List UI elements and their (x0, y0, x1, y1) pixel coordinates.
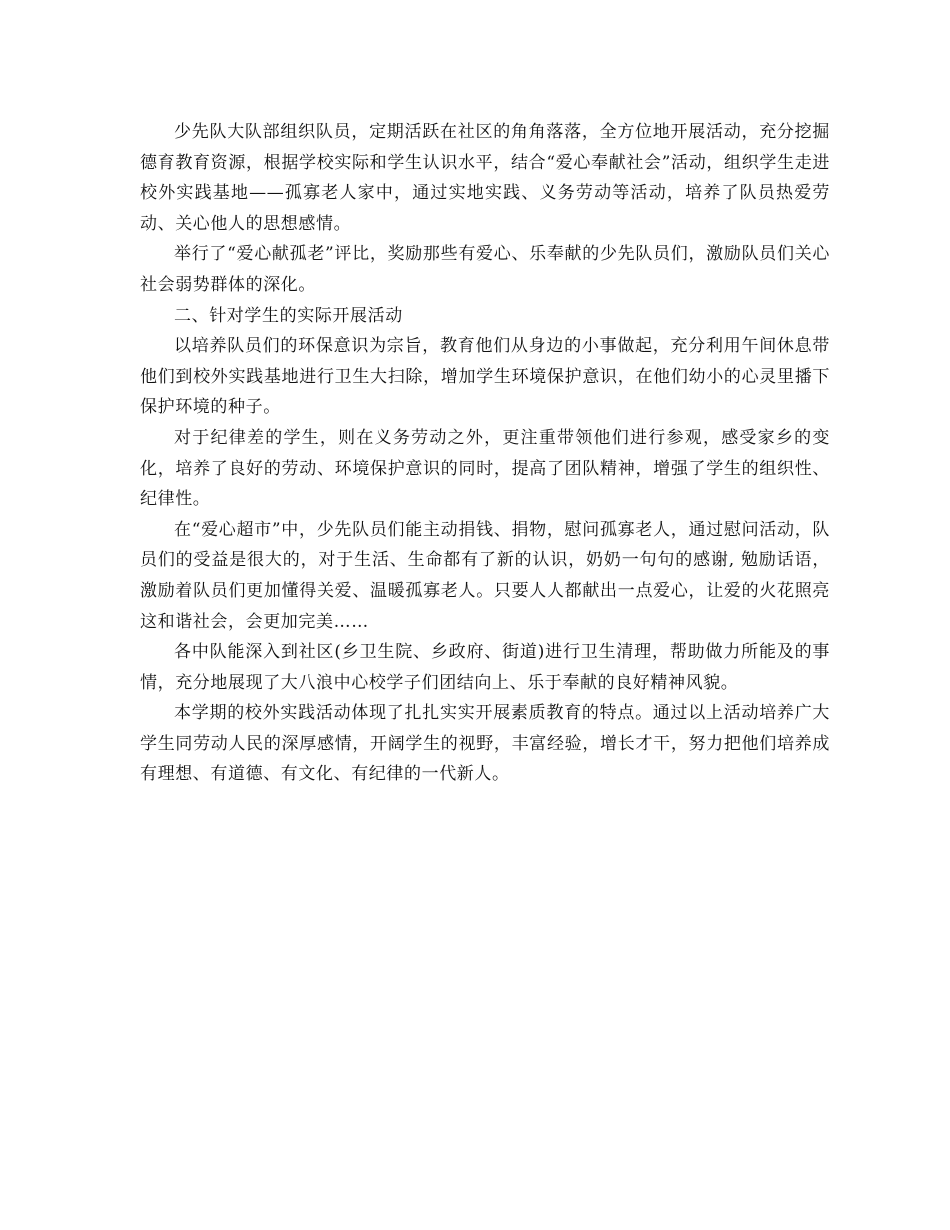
document-body (140, 117, 830, 790)
paragraph-community-cleaning: 各中队能深入到社区(乡卫生院、乡政府、街道)进行卫生清理，帮助做力所能及的事情，充分地展现了大八浪中心校学子们团结向上、乐于奉献的良好精神风貌。 (140, 642, 830, 693)
paragraph-semester-summary: 本学期的校外实践活动体现了扎扎实实开展素质教育的特点。通过以上活动培养广大学生同劳动人民的深厚感情，开阔学生的视野，丰富经验，增长才干，努力把他们培养成有理想、有道德、有文化、有纪律的一代新人。 (140, 703, 830, 785)
paragraph-environmental-awareness: 以培养队员们的环保意识为宗旨，教育他们从身边的小事做起，充分利用午间休息带他们到校外实践基地进行卫生大扫除，增加学生环境保护意识，在他们幼小的心灵里播下保护环境的种子。 (140, 336, 830, 418)
paragraph-discipline-visits: 对于纪律差的学生，则在义务劳动之外，更注重带领他们进行参观，感受家乡的变化，培养了良好的劳动、环境保护意识的同时，提高了团队精神，增强了学生的组织性、纪律性。 (140, 427, 830, 510)
paragraph-community-activities: 少先队大队部组织队员，定期活跃在社区的角角落落，全方位地开展活动，充分挖掘德育教育资源，根据学校实际和学生认识水平，结合“爱心奉献社会”活动，组织学生走进校外实践基地——孤寡老人家中，通过实地实践、义务劳动等活动，培养了队员热爱劳动、关心他人的思想感情。 (140, 122, 830, 234)
paragraph-caring-elderly-award: 举行了“爱心献孤老”评比，奖励那些有爱心、乐奉献的少先队员们，激励队员们关心社会弱势群体的深化。 (140, 244, 830, 295)
section-heading-student-activities: 二、针对学生的实际开展活动 (174, 305, 403, 326)
paragraph-love-supermarket: 在“爱心超市”中，少先队员们能主动捐钱、捐物，慰问孤寡老人，通过慰问活动，队员们的受益是很大的，对于生活、生命都有了新的认识，奶奶一句句的感谢, 勉励话语， 激励着队员们更加懂得关爱、温暖孤寡老人。只要人人都献出一点爱心，让爱的火花照亮这和谐社会，会更加完美…… (140, 519, 830, 632)
